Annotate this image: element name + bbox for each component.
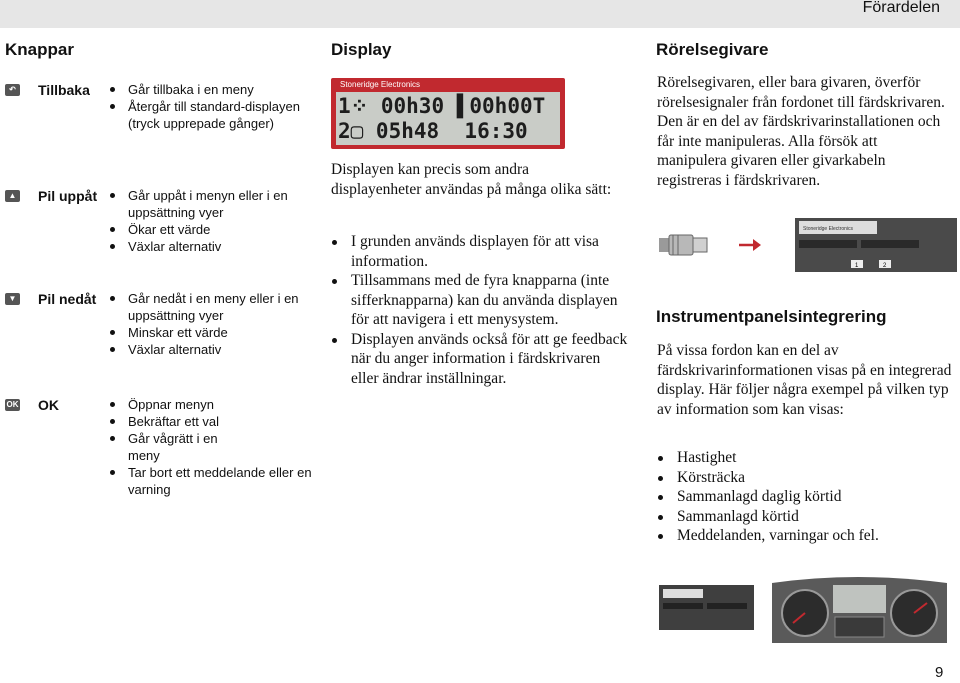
list-item: Går vågrätt i en meny [110,430,238,464]
slot-label: 2 [883,263,887,269]
arrow-down-icon: ▼ [5,293,20,305]
button-description-list [110,290,325,358]
dashboard-tachograph-icon [659,585,754,630]
list-item: Minskar ett värde [110,324,325,341]
list-item: Växlar alternativ [110,238,325,255]
button-label: OK [38,397,59,413]
arrow-up-icon: ▲ [5,190,20,202]
dashboard-illustration [657,575,957,645]
section-title: Förardelen [862,0,940,16]
ok-icon: OK [6,400,19,409]
display-brand: Stoneridge Electronics [340,80,421,89]
tachograph-unit-icon [795,218,957,272]
motion-sensor-text: Rörelsegivaren, eller bara givaren, överför rörelsesignaler från fordonet till färdskrivaren. Den är en del av färdskrivarinstallationen och får inte manipuleras. Alla försök att manipulera givaren eller givarkabeln registreras i färdskrivaren. [657,74,945,189]
list-item: Sammanlagd daglig körtid [657,487,952,507]
button-description-list [110,396,325,498]
unit-brand: Stoneridge Electronics [803,226,854,232]
button-label: Tillbaka [38,82,90,98]
list-item: Återgår till standard-displayen (tryck upprepade gånger) [110,98,308,132]
list-item: Går nedåt i en meny eller i en uppsättning vyer [110,290,313,324]
list-item: Displayen används också för att ge feedback när du anger information i färdskrivaren eller ändrar inställningar. [331,330,631,389]
button-description-list [110,81,325,132]
list-item: I grunden används displayen för att visa information. [331,232,631,271]
display-list [331,232,631,388]
button-description-list [110,187,325,255]
dashboard-list [657,448,952,546]
list-item: Går uppåt i menyn eller i en uppsättning vyer [110,187,308,221]
dashboard-heading: Instrumentpanelsintegrering [656,307,887,326]
arrow-right-icon [739,239,761,251]
button-label: Pil nedåt [38,291,97,307]
list-item: Tar bort ett meddelande eller en varning [110,464,313,498]
slot-label: 1 [855,263,859,269]
list-item: Ökar ett värde [110,221,325,238]
button-label: Pil uppåt [38,188,98,204]
dashboard-text: På vissa fordon kan en del av färdskrivarinformationen visas på en integrerad display. Här följer några exempel på vilken typ av information som kan visas: [657,342,952,418]
list-item: Sammanlagd körtid [657,507,952,527]
list-item: Öppnar menyn [110,396,325,413]
back-icon: ↶ [5,84,20,96]
display-intro: Displayen kan precis som andra displayenheter användas på många olika sätt: [331,161,612,198]
sensor-icon [659,235,707,255]
instrument-cluster-icon [772,577,947,643]
display-line-1: 1⁘ 00h30 ▌00h00T [338,94,546,118]
display-screen [336,92,560,145]
list-item: Hastighet [657,448,952,468]
buttons-heading: Knappar [5,40,74,59]
tachograph-display-image [331,78,565,149]
list-item: Tillsammans med de fyra knapparna (inte sifferknapparna) kan du använda displayen för att navigera i ett menysystem. [331,271,631,330]
top-bar [0,0,960,28]
list-item: Bekräftar ett val [110,413,325,430]
motion-sensor-illustration [657,216,957,276]
list-item: Går tillbaka i en meny [110,81,325,98]
page-number: 9 [935,664,944,681]
display-heading: Display [331,40,392,59]
display-line-2: 2▢ 05h48 16:30 [338,119,528,143]
list-item: Körsträcka [657,468,952,488]
list-item: Meddelanden, varningar och fel. [657,526,952,546]
motion-heading: Rörelsegivare [656,40,769,59]
list-item: Växlar alternativ [110,341,325,358]
